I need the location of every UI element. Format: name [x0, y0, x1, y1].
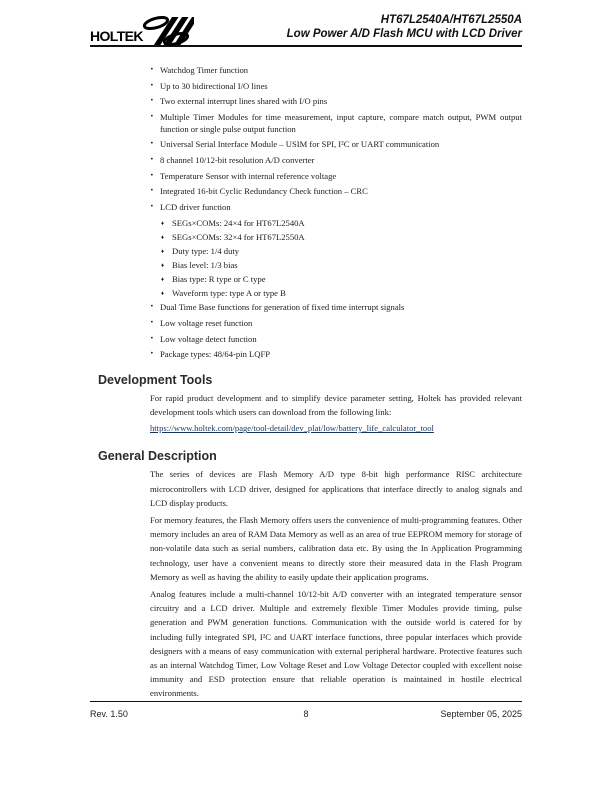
document-subtitle: Low Power A/D Flash MCU with LCD Driver — [286, 28, 522, 40]
page-content — [90, 0, 522, 703]
general-description-paragraph: Analog features include a multi-channel 10/12-bit A/D converter with an integrated temperature sensor circuitry and a LCD driver. Multiple and extremely flexible Timer Modules provide timing, pulse generation and PWM generation functions. Communication with the outside world is catered for by including fully integrated SPI, I²C and UART interface functions, three popular interfaces which provide designers with a means of easy communication with external peripheral hardware. Protective features such as an internal Watchdog Timer, Low Voltage Reset and Low Voltage Detector coupled with excellent noise immunity and ESD protection ensure that reliable operation is maintained in hostile electrical environments. — [150, 589, 522, 699]
development-tools-heading: Development Tools — [98, 372, 213, 387]
footer-page-number: 8 — [303, 709, 309, 719]
development-tools-link-line — [150, 421, 522, 435]
feature-item: · Dual Time Base functions for generation of fixed time interrupt signals — [90, 302, 522, 314]
feature-item: · Multiple Timer Modules for time measurement, input capture, compare match output, PWM output function or single pulse output function — [90, 112, 522, 135]
page-footer — [90, 701, 522, 719]
page-header — [90, 0, 522, 45]
document-title-block — [287, 13, 522, 41]
feature-item: · Temperature Sensor with internal reference voltage — [90, 171, 522, 183]
lcd-sub-feature-item: ♦ Bias level: 1/3 bias — [90, 260, 522, 272]
feature-item: · Low voltage detect function — [90, 334, 522, 346]
holtek-logo-icon — [143, 15, 194, 46]
feature-item: · 8 channel 10/12-bit resolution A/D converter — [90, 155, 522, 167]
footer-revision: Rev. 1.50 — [90, 709, 128, 719]
general-description-paragraph: The series of devices are Flash Memory A/D type 8-bit high performance RISC architecture microcontrollers with LCD driver, designed for applications that interface directly to analog signals and LCD display products. — [150, 469, 522, 508]
feature-item: · Package types: 48/64-pin LQFP — [90, 349, 522, 361]
feature-item: · LCD driver function — [90, 202, 522, 214]
feature-item: · Up to 30 bidirectional I/O lines — [90, 81, 522, 93]
feature-item: · Two external interrupt lines shared with I/O pins — [90, 96, 522, 108]
lcd-sub-feature-item: ♦ SEGs×COMs: 32×4 for HT67L2550A — [90, 232, 522, 244]
lcd-sub-feature-item: ♦ Waveform type: type A or type B — [90, 288, 522, 300]
general-description-heading: General Description — [98, 449, 217, 464]
development-tools-paragraph: For rapid product development and to simplify device parameter setting, Holtek has provided relevant development tools which users can download from the following link: — [150, 392, 522, 418]
development-tools-link[interactable]: https://www.holtek.com/page/tool-detail/dev_plat/low/battery_life_calculator_tool — [150, 423, 434, 434]
holtek-logo-graphic — [90, 14, 194, 48]
feature-item: · Integrated 16-bit Cyclic Redundancy Check function – CRC — [90, 186, 522, 198]
lcd-sub-feature-item: ♦ SEGs×COMs: 24×4 for HT67L2540A — [90, 218, 522, 230]
holtek-logo — [90, 14, 194, 53]
feature-item: · Low voltage reset function — [90, 318, 522, 330]
footer-row — [90, 702, 522, 719]
part-number: HT67L2540A/HT67L2550A — [380, 14, 522, 26]
lcd-sub-feature-item: ♦ Bias type: R type or C type — [90, 274, 522, 286]
lcd-sub-feature-item: ♦ Duty type: 1/4 duty — [90, 246, 522, 258]
feature-item: · Universal Serial Interface Module – USIM for SPI, I²C or UART communication — [90, 139, 522, 151]
footer-date: September 05, 2025 — [440, 709, 522, 719]
general-description-paragraph: For memory features, the Flash Memory offers users the convenience of multi-programming features. Other memory includes an area of RAM Data Memory as well as an area of true EEPROM memory for storage of non-volatile data such as serial numbers, calibration data etc. By using the In Application Programming technology, user have a convenient means to directly store their measured data in the Flash Program Memory as well as having the ability to easily update their application programs. — [150, 515, 522, 582]
holtek-logo-text: HOLTEK — [90, 28, 143, 44]
feature-list — [90, 65, 522, 361]
feature-item: · Watchdog Timer function — [90, 65, 522, 77]
